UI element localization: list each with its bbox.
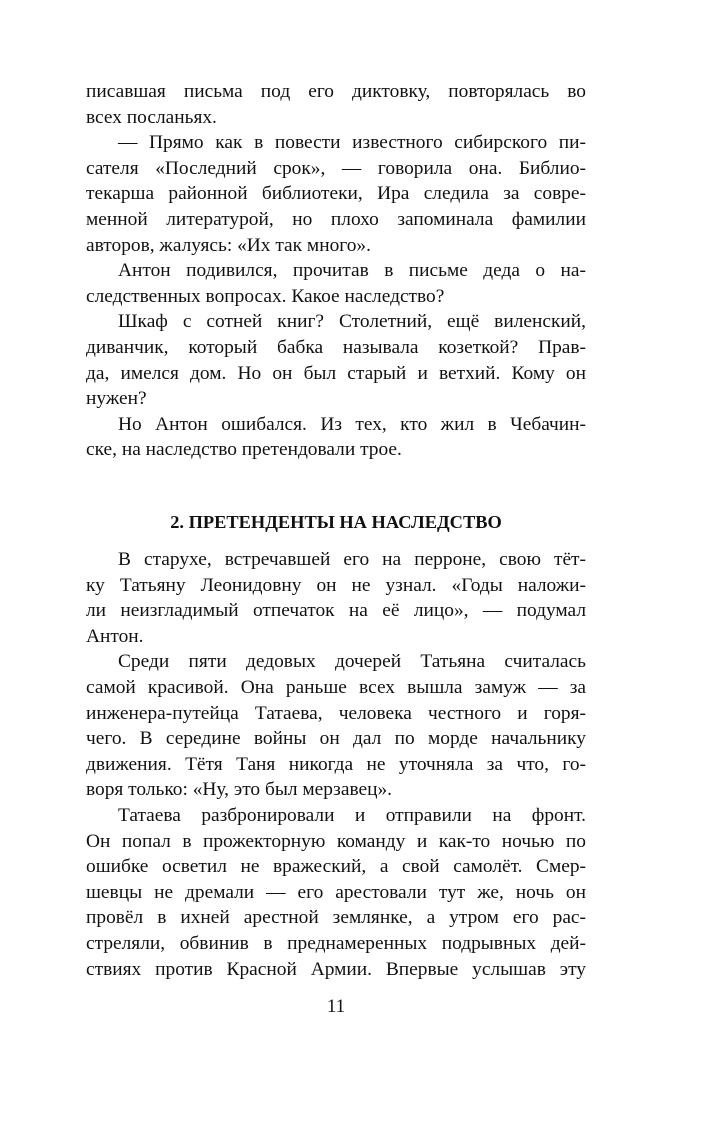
text-line: стреляли, обвинив в преднамеренных подрывных дей- [86,932,586,954]
page-number: 11 [326,996,346,1017]
bottom-text-block [86,547,586,982]
text-line: самой красивой. Она раньше всех вышла замуж — за [86,676,586,698]
chapter-heading: 2. ПРЕТЕНДЕНТЫ НА НАСЛЕДСТВО [170,512,502,532]
text-line: чего. В середине войны он дал по морде начальнику [86,728,586,750]
top-text-block [86,79,586,463]
text-line: Он попал в прожекторную команду и как-то ночью по [86,830,586,852]
text-line: нужен? [86,388,147,410]
text-line: Но Антон ошибался. Из тех, кто жил в Чебачин- [118,413,586,435]
text-line: провёл в ихней арестной землянке, а утром его рас- [86,907,586,929]
text-line: всех посланьях. [86,106,217,128]
text-line: воря только: «Ну, это был мерзавец». [86,779,393,801]
text-line: авторов, жалуясь: «Их так много». [86,234,371,256]
text-line: шевцы не дремали — его арестовали тут же, ночь он [86,881,586,903]
text-line: — Прямо как в повести известного сибирского пи- [118,132,586,154]
text-line: Антон подивился, прочитав в письме деда о на- [118,260,586,282]
text-line: Татаева разбронировали и отправили на фронт. [118,804,586,826]
text-line: следственных вопросах. Какое наследство? [86,285,445,307]
text-line: В старухе, встречавшей его на перроне, свою тёт- [118,549,586,570]
text-line: да, имелся дом. Но он был старый и ветхий. Кому он [86,362,586,384]
text-line: сателя «Последний срок», — говорила она. Библио- [86,157,586,179]
text-line: Антон. [86,625,144,647]
text-line: Шкаф с сотней книг? Столетний, ещё виленский, [118,311,586,333]
text-line: ске, на наследство претендовали трое. [86,439,402,461]
text-line: текарша районной библиотеки, Ира следила за совре- [86,183,586,205]
text-line: ошибке осветил не вражеский, а свой самолёт. Смер- [86,856,586,878]
text-line: движения. Тётя Таня никогда не уточняла за что, го- [86,753,586,775]
text-line: ку Татьяну Леонидовну он не узнал. «Годы наложи- [86,574,586,596]
text-line: ли неизгладимый отпечаток на её лицо», — подумал [86,600,586,622]
text-line: писавшая письма под его диктовку, повторялась во [86,81,586,102]
text-line: менной литературой, но плохо запоминала фамилии [86,208,586,230]
text-line: инженера-путейца Татаева, человека честного и горя- [86,702,586,724]
text-line: Среди пяти дедовых дочерей Татьяна считалась [118,651,586,673]
text-line: диванчик, который бабка называла козеткой? Прав- [86,336,586,358]
text-line: ствиях против Красной Армии. Впервые услышав эту [86,958,586,980]
